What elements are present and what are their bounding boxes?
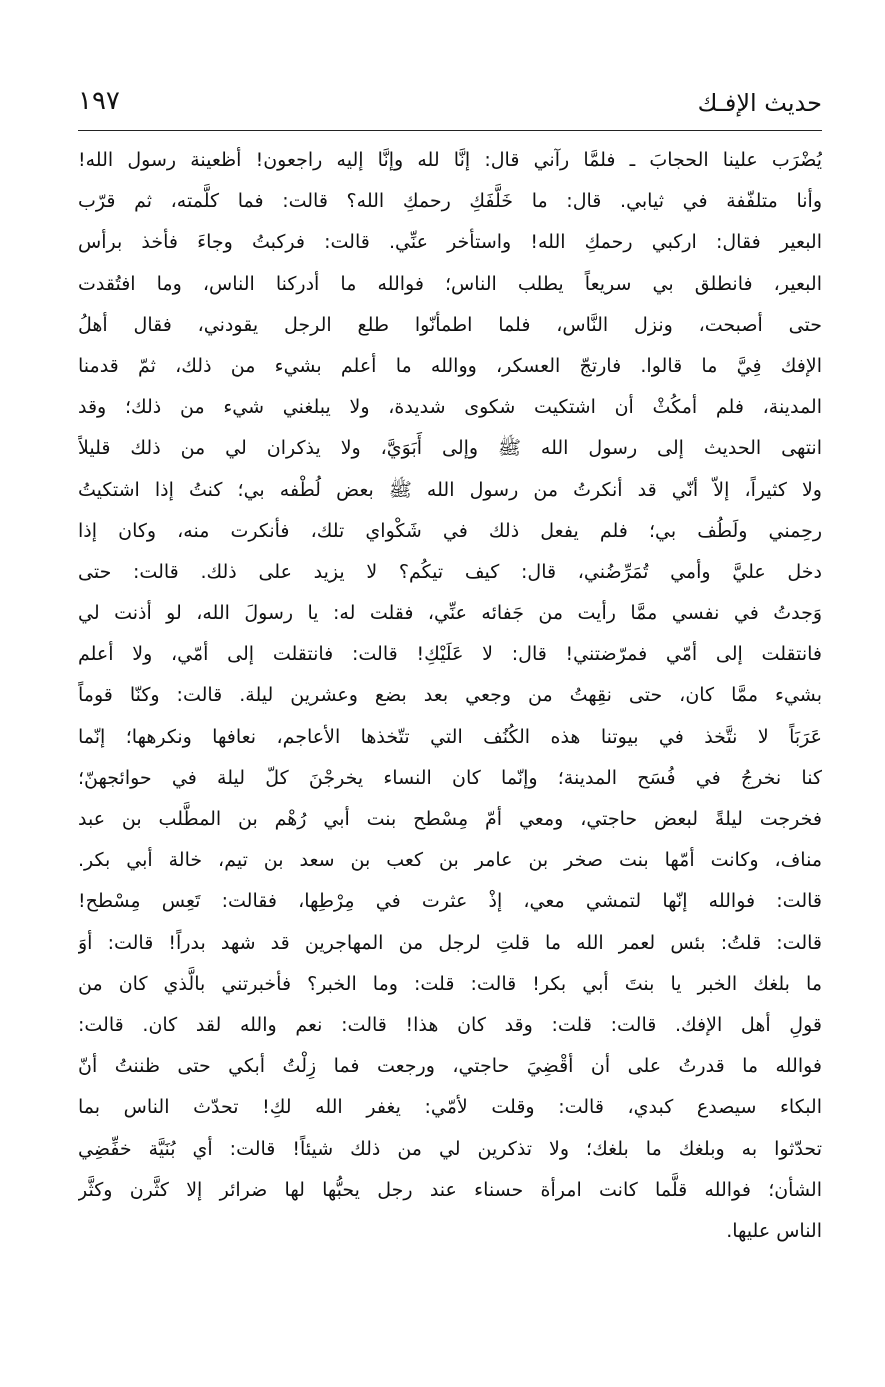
text-line: البكاء سيصدع كبدي، قالت: وقلت لأمّي: يغفر الله لكِ! تحدّث الناس بما: [78, 1096, 822, 1119]
text-line: تحدّثوا به وبلغك ما بلغك؛ ولا تذكرين لي من ذلك شيئاً! قالت: أي بُنَيَّة خفِّضِي: [78, 1137, 822, 1160]
text-line: قولِ أهل الإفك. قالت: قلت: وقد كان هذا! قالت: نعم والله لقد كان. قالت:: [78, 1013, 822, 1036]
text-line: يُضْرَب علينا الحجابَ ـ فلمَّا رآني قال: إنَّا لله وإنَّا إليه راجعون! أظعينة رسول الله!: [78, 149, 822, 171]
text-line: وأنا متلفّفة في ثيابي. قال: ما خَلَّفَكِ رحمكِ الله؟ قالت: فما كلَّمته، ثم قرّب: [78, 190, 822, 213]
body-text: [78, 140, 822, 1252]
running-title: حديث الإفـك: [697, 89, 822, 117]
text-line: قالت: فوالله إنّها لتمشي معي، إذْ عثرت في مِرْطِها، فقالت: تَعِس مِسْطح!: [78, 890, 822, 913]
text-line: دخل عليَّ وأمي تُمَرِّضُني، قال: كيف تيكُم؟ لا يزيد على ذلك. قالت: حتى: [78, 560, 822, 583]
text-line: عَرَبَاً لا نتَّخذ في بيوتنا هذه الكُنُف التي تتّخذها الأعاجم، نعافها ونكرهها؛ إنّما: [78, 725, 822, 748]
text-line: البعير، فانطلق بي سريعاً يطلب الناس؛ فوالله ما أدركنا الناس، وما افتُقدت: [78, 272, 822, 295]
text-line: البعير فقال: اركبي رحمكِ الله! واستأخر عنِّي. قالت: فركبتُ وجاءَ فأخذ برأس: [78, 231, 822, 254]
text-line: بشيء ممَّا كان، حتى نقِهتُ من وجعي بعد بضع وعشرين ليلة. قالت: وكنّا قوماً: [78, 684, 822, 707]
text-line: وَجدتُ في نفسي ممَّا رأيت من جَفائه عنِّي، فقلت له: يا رسولَ الله، لو أذنت لي: [78, 602, 822, 625]
page-header: [78, 84, 822, 126]
text-line: المدينة، فلم أمكُثْ أن اشتكيت شكوى شديدة، ولا يبلغني شيء من ذلك؛ وقد: [78, 396, 822, 419]
text-line: فانتقلت إلى أمّي فمرّضتني! قال: لا عَلَيْكِ! قالت: فانتقلت إلى أمّي، ولا أعلم: [78, 643, 822, 666]
page-number: ١٩٧: [78, 86, 120, 116]
text-line: فوالله ما قدرتُ على أن أقْضِيَ حاجتي، ورجعت فما زِلْتُ أبكي حتى ظننتُ أنّ: [78, 1055, 822, 1078]
text-line: قالت: قلتُ: بئس لعمر الله ما قلتِ لرجل من المهاجرين قد شهد بدراً! قالت: أوَ: [78, 931, 822, 954]
text-line: رحِمني ولَطُف بي؛ فلم يفعل ذلك في شَكْواي تلك، فأنكرت منه، وكان إذا: [78, 519, 822, 542]
text-line: فخرجت ليلةً لبعض حاجتي، ومعي أمّ مِسْطح بنت أبي رُهْم بن المطَّلب بن عبد: [78, 808, 822, 830]
text-line: الإفك فِيَّ ما قالوا. فارتجّ العسكر، ووالله ما أعلم بشيء من ذلك، ثمّ قدمنا: [78, 354, 822, 377]
text-line: الشأن؛ فوالله قلَّما كانت امرأة حسناء عند رجل يحبُّها لها ضرائر إلا كثَّرن وكثَّر: [78, 1178, 822, 1201]
text-line: الناس عليها.: [726, 1219, 822, 1242]
text-line: حتى أصبحت، ونزل النَّاس، فلما اطمأنّوا طلع الرجل يقودني، فقال أهلُ: [78, 313, 822, 336]
text-line: كنا نخرجُ في فُسَح المدينة؛ وإنّما كان النساء يخرجْنَ كلّ ليلة في حوائجهنّ؛: [78, 766, 822, 789]
text-line: ولا كثيراً، إلاّ أنّي قد أنكرتُ من رسول الله ﷺ بعض لُطْفه بي؛ كنتُ إذا اشتكيتُ: [78, 478, 822, 501]
text-line: مناف، وكانت أمّها بنت صخر بن عامر بن كعب بن سعد بن تيم، خالة أبي بكر.: [78, 849, 822, 872]
text-line: ما بلغك الخبر يا بنتَ أبي بكر! قالت: قلت: وما الخبر؟ فأخبرتني بالَّذي كان من: [78, 972, 822, 995]
header-rule: [78, 130, 822, 131]
text-line: انتهى الحديث إلى رسول الله ﷺ وإلى أَبَوَيَّ، ولا يذكران لي من ذلك قليلاً: [78, 437, 822, 460]
